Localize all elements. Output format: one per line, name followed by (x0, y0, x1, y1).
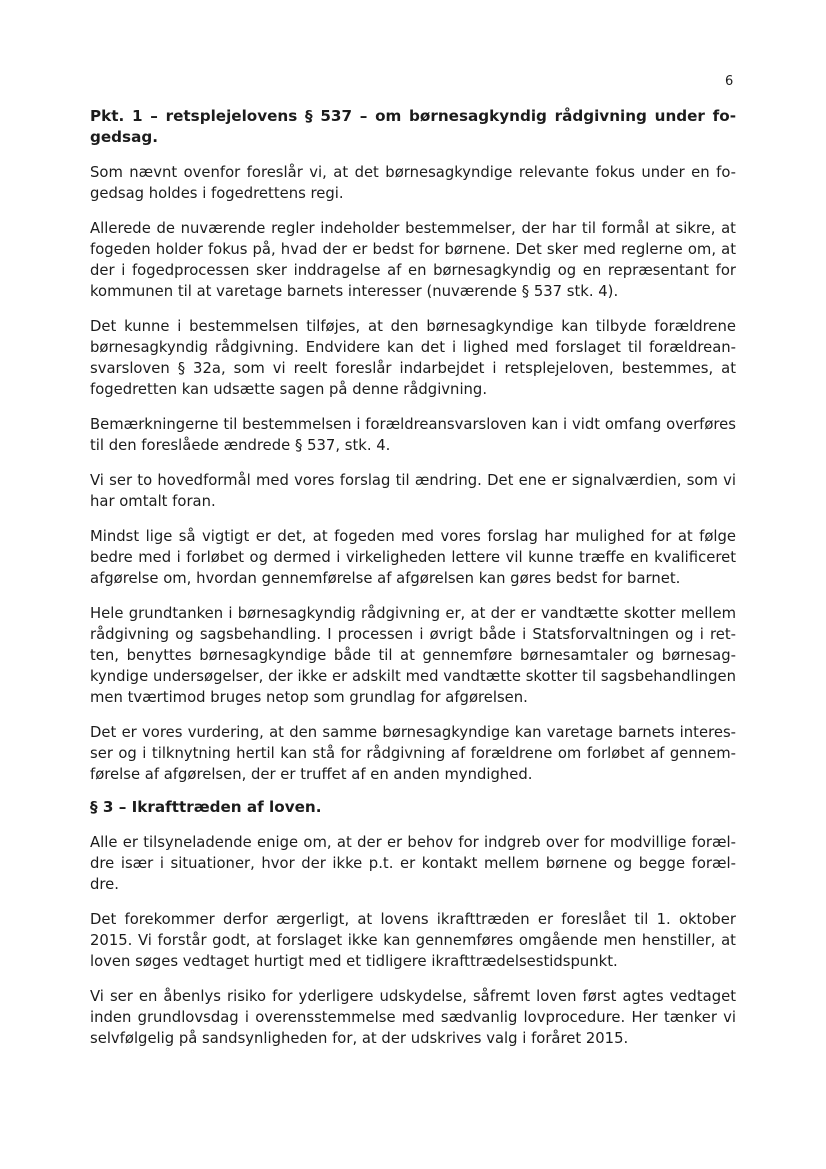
paragraph (90, 832, 736, 895)
paragraph (90, 470, 736, 512)
paragraph (90, 909, 736, 972)
text-line: svarsloven § 32a, som vi reelt foreslår indarbejdet i retsplejeloven, bestemmes, at (90, 360, 736, 377)
page-number: 6 (725, 74, 734, 89)
text-line: Vi ser to hovedformål med vores forslag til ændring. Det ene er signalværdien, som vi (90, 472, 736, 489)
section-heading-paragraph-3 (90, 797, 736, 818)
text-line: loven søges vedtaget hurtigt med et tidligere ikrafttrædelsestidspunkt. (90, 953, 618, 970)
paragraph (90, 722, 736, 785)
paragraph (90, 986, 736, 1049)
text-line: Det er vores vurdering, at den samme børnesagkyndige kan varetage barnets interes- (90, 724, 736, 741)
text-line: ser og i tilknytning hertil kan stå for rådgivning af forældrene om forløbet af gennem- (90, 745, 736, 762)
text-line: Som nævnt ovenfor foreslår vi, at det børnesagkyndige relevante fokus under en fo- (90, 164, 736, 181)
document-body (90, 106, 736, 1063)
text-line: selvfølgelig på sandsynligheden for, at der udskrives valg i foråret 2015. (90, 1030, 629, 1047)
heading-line: § 3 – Ikrafttræden af loven. (90, 798, 322, 816)
text-line: rådgivning og sagsbehandling. I processen i øvrigt både i Statsforvaltningen og i ret- (90, 626, 736, 643)
text-line: gedsag holdes i fogedrettens regi. (90, 185, 344, 202)
heading-line: Pkt. 1 – retsplejelovens § 537 – om børnesagkyndig rådgivning under fo- (90, 107, 736, 125)
section-heading-pkt-1 (90, 106, 736, 148)
paragraph (90, 162, 736, 204)
text-line: ten, benyttes børnesagkyndige både til at gennemføre børnesamtaler og børnesag- (90, 647, 736, 664)
paragraph (90, 316, 736, 400)
text-line: 2015. Vi forstår godt, at forslaget ikke kan gennemføres omgående men henstiller, at (90, 932, 736, 949)
text-line: fogeden holder fokus på, hvad der er bedst for børnene. Det sker med reglerne om, at (90, 241, 736, 258)
text-line: men tværtimod bruges netop som grundlag for afgørelsen. (90, 689, 528, 706)
paragraph (90, 603, 736, 708)
paragraph (90, 218, 736, 302)
heading-line: gedsag. (90, 128, 158, 146)
text-line: børnesagkyndig rådgivning. Endvidere kan det i lighed med forslaget til forældrean- (90, 339, 736, 356)
text-line: Vi ser en åbenlys risiko for yderligere udskydelse, såfremt loven først agtes vedtaget (90, 988, 736, 1005)
text-line: Alle er tilsyneladende enige om, at der er behov for indgreb over for modvillige foræl- (90, 834, 736, 851)
text-line: Det kunne i bestemmelsen tilføjes, at den børnesagkyndige kan tilbyde forældrene (90, 318, 736, 335)
text-line: har omtalt foran. (90, 493, 216, 510)
text-line: til den foreslåede ændrede § 537, stk. 4. (90, 437, 391, 454)
text-line: Bemærkningerne til bestemmelsen i forældreansvarsloven kan i vidt omfang overføres (90, 416, 736, 433)
text-line: dre især i situationer, hvor der ikke p.t. er kontakt mellem børnene og begge foræl- (90, 855, 736, 872)
text-line: Det forekommer derfor ærgerligt, at lovens ikrafttræden er foreslået til 1. oktober (90, 911, 736, 928)
paragraph (90, 526, 736, 589)
text-line: afgørelse om, hvordan gennemførelse af afgørelsen kan gøres bedst for barnet. (90, 570, 681, 587)
paragraph (90, 414, 736, 456)
text-line: bedre med i forløbet og dermed i virkeligheden lettere vil kunne træffe en kvalificeret (90, 549, 736, 566)
text-line: Hele grundtanken i børnesagkyndig rådgivning er, at der er vandtætte skotter mellem (90, 605, 736, 622)
text-line: fogedretten kan udsætte sagen på denne rådgivning. (90, 381, 488, 398)
text-line: dre. (90, 876, 119, 893)
text-line: inden grundlovsdag i overensstemmelse med sædvanlig lovprocedure. Her tænker vi (90, 1009, 736, 1026)
text-line: Mindst lige så vigtigt er det, at fogeden med vores forslag har mulighed for at følge (90, 528, 736, 545)
text-line: kommunen til at varetage barnets interesser (nuværende § 537 stk. 4). (90, 283, 619, 300)
text-line: Allerede de nuværende regler indeholder bestemmelser, der har til formål at sikre, at (90, 220, 736, 237)
text-line: der i fogedprocessen sker inddragelse af en børnesagkyndig og en repræsentant for (90, 262, 736, 279)
text-line: førelse af afgørelsen, der er truffet af en anden myndighed. (90, 766, 533, 783)
text-line: kyndige undersøgelser, der ikke er adskilt med vandtætte skotter til sagsbehandlingen (90, 668, 736, 685)
